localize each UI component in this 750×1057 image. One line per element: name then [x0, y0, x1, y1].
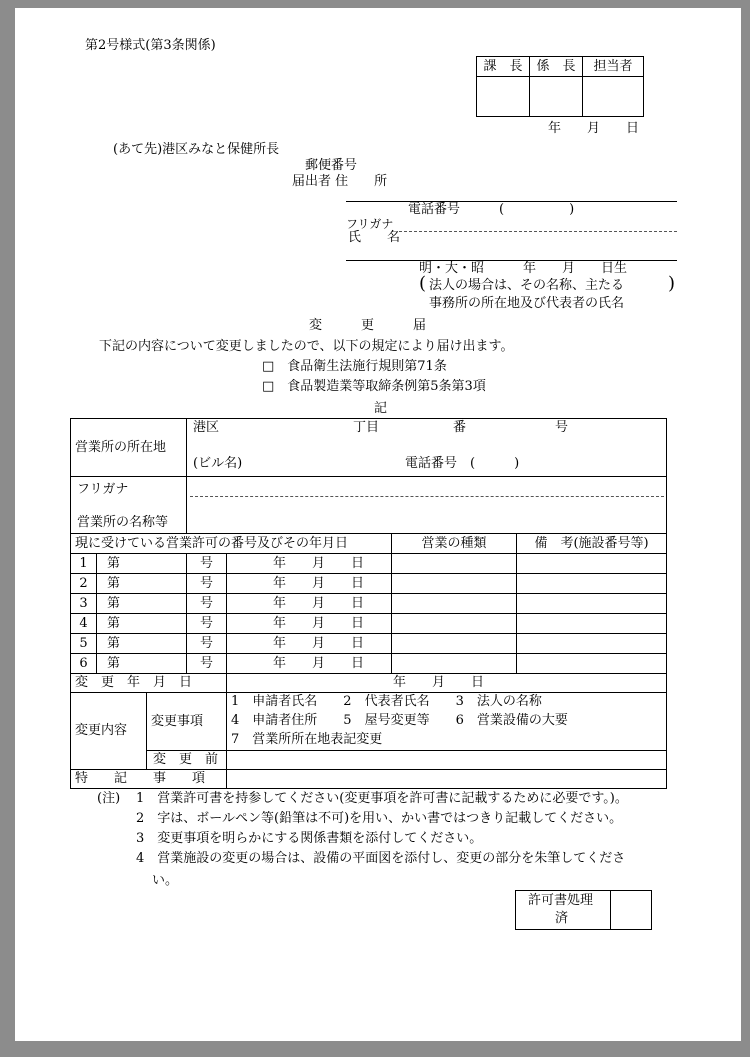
business-name-label: 営業所の名称等 [77, 515, 169, 530]
note-cell[interactable] [517, 654, 667, 674]
special-cell[interactable] [227, 770, 667, 789]
law-option-2[interactable]: □ 食品製造業等取締条例第5条第3項 [262, 379, 486, 394]
row-number: 2 [71, 574, 97, 594]
building-label: (ビル名) [193, 456, 243, 471]
permit-dai: 第 [97, 654, 187, 674]
furigana-line[interactable] [399, 231, 677, 232]
business-type-cell[interactable] [392, 594, 517, 614]
business-name-cell[interactable] [187, 477, 667, 534]
change-date-label: 変 更 年 月 日 [71, 674, 227, 693]
location-phone: 電話番号 ( ) [405, 456, 520, 471]
business-type-cell[interactable] [392, 554, 517, 574]
permit-go: 号 [187, 574, 227, 594]
approval-header-staff: 担当者 [583, 57, 644, 77]
business-furigana-line [190, 496, 664, 497]
addressee: (あて先)港区みなと保健所長 [113, 142, 280, 157]
business-type-cell[interactable] [392, 634, 517, 654]
business-type-cell[interactable] [392, 614, 517, 634]
notes-prefix: (注) [97, 791, 121, 806]
special-label: 特 記 事 項 [71, 770, 227, 789]
permit-dai: 第 [97, 634, 187, 654]
note-item: 2 字は、ボールペン等(鉛筆は不可)を用い、かい書ではつきり記載してください。 [136, 811, 623, 826]
corp-note-1: 法人の場合は、その名称、主たる [429, 278, 625, 293]
row-number: 3 [71, 594, 97, 614]
col-note-header: 備 考(施設番号等) [517, 534, 667, 554]
address-chome: 丁目 [353, 420, 380, 435]
row-number: 6 [71, 654, 97, 674]
bracket-right: ) [668, 273, 676, 294]
before-cell[interactable] [227, 751, 667, 770]
change-items-line2: 4 申請者住所 5 屋号変更等 6 営業設備の大要 [231, 713, 568, 728]
note-item: い。 [152, 873, 179, 888]
note-item: 4 営業施設の変更の場合は、設備の平面図を添付し、変更の部分を朱筆してくださ [136, 851, 626, 866]
permit-dai: 第 [97, 554, 187, 574]
birth-label: 明・大・昭 年 月 日生 [419, 261, 628, 276]
address-go: 号 [555, 420, 569, 435]
permit-go: 号 [187, 614, 227, 634]
form-page [15, 8, 741, 1041]
change-items-cell[interactable] [227, 693, 667, 751]
permit-go: 号 [187, 634, 227, 654]
change-items-label: 変更事項 [147, 693, 227, 751]
business-type-cell[interactable] [392, 654, 517, 674]
permit-date: 年 月 日 [227, 634, 392, 654]
processing-stamp-box [515, 890, 652, 930]
permit-go: 号 [187, 554, 227, 574]
change-items-line1: 1 申請者氏名 2 代表者氏名 3 法人の名称 [231, 694, 542, 709]
permit-dai: 第 [97, 594, 187, 614]
permit-go: 号 [187, 654, 227, 674]
ki-label: 記 [374, 401, 388, 416]
note-cell[interactable] [517, 554, 667, 574]
location-label: 営業所の所在地 [71, 419, 187, 477]
intro-text: 下記の内容について変更しましたので、以下の規定により届け出ます。 [99, 339, 514, 354]
change-items-line3: 7 営業所所在地表記変更 [231, 732, 383, 747]
note-item: 3 変更事項を明らかにする関係書類を添付してください。 [136, 831, 483, 846]
approval-cell[interactable] [477, 77, 530, 117]
note-cell[interactable] [517, 574, 667, 594]
phone-label: 電話番号 ( ) [408, 202, 575, 217]
business-furigana-label: フリガナ [77, 482, 129, 497]
permit-dai: 第 [97, 574, 187, 594]
col-type-header: 営業の種類 [392, 534, 517, 554]
note-cell[interactable] [517, 634, 667, 654]
postal-label: 郵便番号 [305, 158, 358, 173]
permit-date: 年 月 日 [227, 554, 392, 574]
row-number: 4 [71, 614, 97, 634]
address-ban: 番 [453, 420, 467, 435]
address-ward: 港区 [193, 420, 220, 435]
note-cell[interactable] [517, 594, 667, 614]
bracket-left: ( [419, 273, 427, 294]
furigana-label: フリガナ [346, 217, 394, 231]
permit-row[interactable] [71, 594, 667, 614]
permit-row[interactable] [71, 574, 667, 594]
approval-header-subchief: 係 長 [530, 57, 583, 77]
row-number: 5 [71, 634, 97, 654]
approval-header-chief: 課 長 [477, 57, 530, 77]
corp-note-2: 事務所の所在地及び代表者の氏名 [429, 296, 625, 311]
note-item: 1 営業許可書を持参してください(変更事項を許可書に記載するために必要です。)。 [136, 791, 628, 806]
row-number: 1 [71, 554, 97, 574]
permit-row[interactable] [71, 654, 667, 674]
permit-date: 年 月 日 [227, 574, 392, 594]
permit-date: 年 月 日 [227, 614, 392, 634]
form-title: 変 更 届 [309, 318, 427, 333]
note-cell[interactable] [517, 614, 667, 634]
permit-dai: 第 [97, 614, 187, 634]
before-label: 変 更 前 [147, 751, 227, 770]
change-date-value[interactable]: 年 月 日 [227, 674, 667, 693]
stamp-divider [610, 891, 611, 929]
stamp-label-2: 済 [555, 911, 569, 926]
law-option-1[interactable]: □ 食品衛生法施行規則第71条 [262, 359, 447, 374]
permit-row[interactable] [71, 634, 667, 654]
permit-go: 号 [187, 594, 227, 614]
permit-date: 年 月 日 [227, 594, 392, 614]
approval-cell[interactable] [583, 77, 644, 117]
permit-row[interactable] [71, 554, 667, 574]
name-label: 氏 名 [348, 230, 401, 245]
main-table [70, 418, 667, 789]
location-cell[interactable] [187, 419, 667, 477]
change-content-label: 変更内容 [71, 693, 147, 770]
business-type-cell[interactable] [392, 574, 517, 594]
col-permit-header: 現に受けている営業許可の番号及びその年月日 [71, 534, 392, 554]
name-label-cell [71, 477, 187, 534]
form-id: 第2号様式(第3条関係) [85, 38, 216, 53]
address-label: 届出者 住 所 [292, 174, 388, 189]
stamp-label-1: 許可書処理 [528, 893, 594, 908]
approval-cell[interactable] [530, 77, 583, 117]
permit-row[interactable] [71, 614, 667, 634]
permit-date: 年 月 日 [227, 654, 392, 674]
approval-table [476, 56, 644, 117]
submission-date: 年 月 日 [548, 121, 640, 136]
